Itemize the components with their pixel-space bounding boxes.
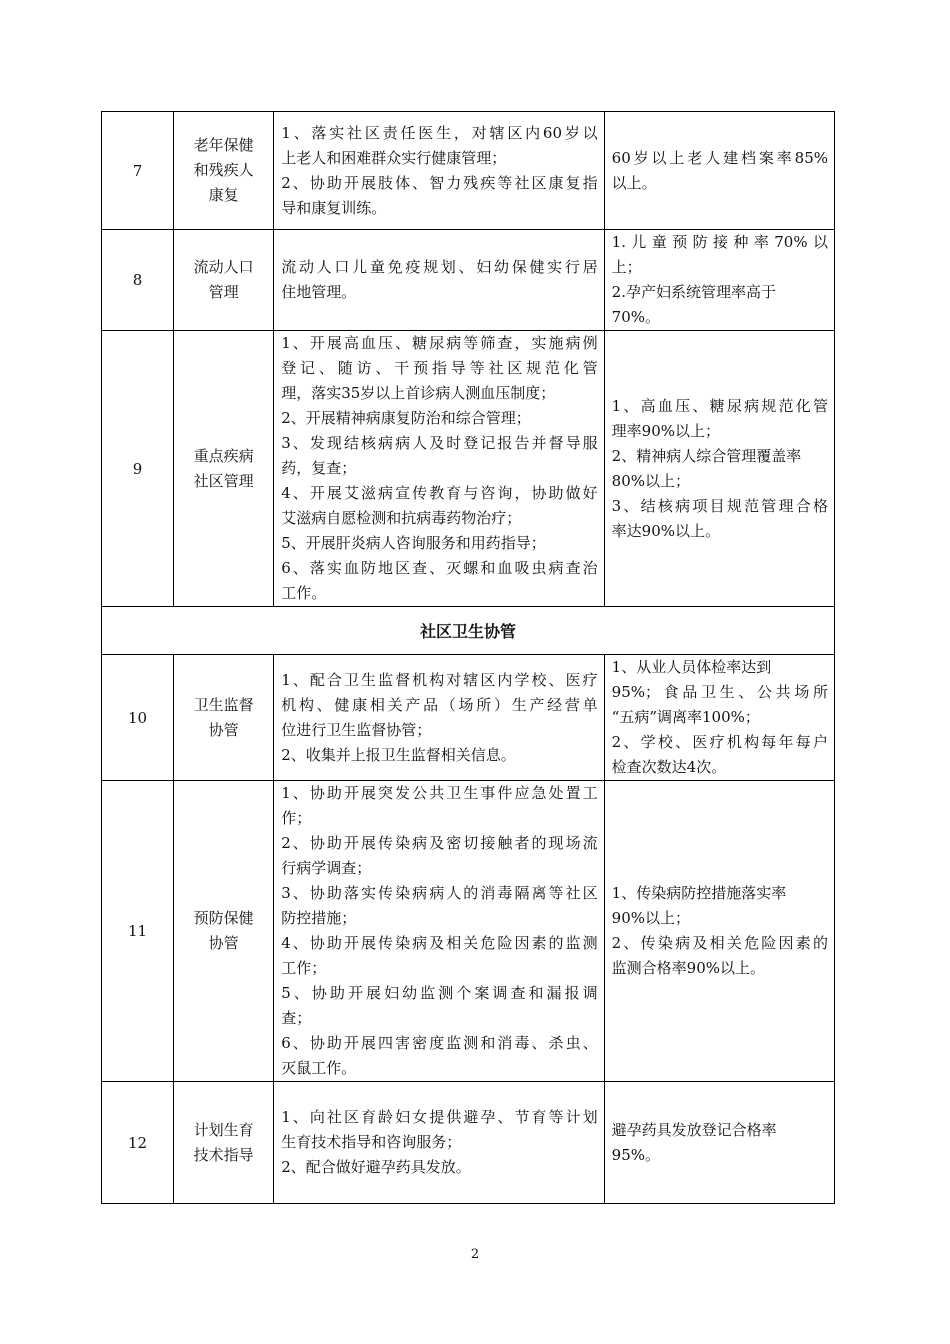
content-line: 灭鼠工作。 xyxy=(281,1059,357,1077)
table-row xyxy=(102,1082,835,1204)
item-name-line: 卫生监督 xyxy=(193,695,254,714)
content-line: 理，落实35岁以上首诊病人测血压制度； xyxy=(281,384,556,402)
target-line: 监测合格率90%以上。 xyxy=(611,959,765,977)
target-line: 1.儿童预防接种率70%以 xyxy=(611,233,828,251)
target-line: 90%以上； xyxy=(611,909,690,927)
item-name xyxy=(174,112,274,230)
item-name-line: 管理 xyxy=(208,283,239,301)
content-line: 上老人和困难群众实行健康管理； xyxy=(281,148,507,167)
content-line: 工作。 xyxy=(281,584,327,602)
target-line: 理率90%以上； xyxy=(611,421,720,440)
item-number: 9 xyxy=(102,331,174,607)
table-row xyxy=(102,331,835,607)
item-name xyxy=(174,781,274,1082)
content-line: 防控措施； xyxy=(281,909,357,927)
performance-target xyxy=(604,230,834,331)
item-name-line: 协管 xyxy=(208,720,239,739)
content-line: 2、协助开展肢体、智力残疾等社区康复指 xyxy=(281,173,598,192)
item-number: 7 xyxy=(102,112,174,230)
target-line: 60岁以上老人建档案率85% xyxy=(611,148,828,167)
content-line: 生育技术指导和咨询服务； xyxy=(281,1133,462,1151)
item-name xyxy=(174,230,274,331)
content-line: 位进行卫生监督协管； xyxy=(281,720,432,739)
item-number: 8 xyxy=(102,230,174,331)
section-title: 社区卫生协管 xyxy=(102,607,835,655)
table-row xyxy=(102,781,835,1082)
content-line: 作； xyxy=(281,809,312,827)
item-number: 10 xyxy=(102,655,174,781)
performance-target xyxy=(604,112,834,230)
content-line: 流动人口儿童免疫规划、妇幼保健实行居 xyxy=(281,258,598,276)
content-line: 药，复查； xyxy=(281,459,357,477)
content-line: 4、协助开展传染病及相关危险因素的监测 xyxy=(281,934,598,952)
content-line: 3、协助落实传染病病人的消毒隔离等社区 xyxy=(281,884,598,902)
content-line: 工作； xyxy=(281,959,327,977)
service-content xyxy=(274,781,604,1082)
performance-target xyxy=(604,655,834,781)
service-content xyxy=(274,1082,604,1204)
item-name xyxy=(174,1082,274,1204)
content-line: 6、落实血防地区查、灭螺和血吸虫病查治 xyxy=(281,559,598,577)
item-name-line: 流动人口 xyxy=(193,258,254,276)
target-line: 以上。 xyxy=(611,173,657,192)
service-content xyxy=(274,655,604,781)
content-line: 查； xyxy=(281,1009,312,1027)
target-line: 1、高血压、糖尿病规范化管 xyxy=(611,396,828,415)
target-line: 2、学校、医疗机构每年每户 xyxy=(611,733,828,751)
content-line: 4、开展艾滋病宣传教育与咨询，协助做好 xyxy=(281,484,598,502)
item-name-line: 协管 xyxy=(208,934,239,952)
service-content xyxy=(274,230,604,331)
section-row xyxy=(102,607,835,655)
item-number: 11 xyxy=(102,781,174,1082)
content-line: 1、向社区育龄妇女提供避孕、节育等计划 xyxy=(281,1108,598,1126)
content-line: 登记、随访、干预指导等社区规范化管 xyxy=(281,359,598,377)
target-line: 检查次数达4次。 xyxy=(611,758,727,776)
content-line: 住地管理。 xyxy=(281,283,357,301)
target-line: 率达90%以上。 xyxy=(611,521,720,540)
content-line: 艾滋病自愿检测和抗病毒药物治疗； xyxy=(281,509,522,527)
content-line: 2、协助开展传染病及密切接触者的现场流 xyxy=(281,834,598,852)
service-content xyxy=(274,112,604,230)
content-line: 5、开展肝炎病人咨询服务和用药指导； xyxy=(281,534,546,552)
content-line: 行病学调查； xyxy=(281,859,372,877)
table-row xyxy=(102,655,835,781)
target-line: 上； xyxy=(611,258,642,276)
item-number: 12 xyxy=(102,1082,174,1204)
item-name-line: 技术指导 xyxy=(193,1145,254,1164)
target-line: 2、传染病及相关危险因素的 xyxy=(611,934,828,952)
section-header xyxy=(102,607,835,655)
table-row xyxy=(102,112,835,230)
item-name-line: 重点疾病 xyxy=(193,446,254,465)
content-line: 2、配合做好避孕药具发放。 xyxy=(281,1158,471,1176)
target-line: 1、从业人员体检率达到 xyxy=(611,658,772,676)
performance-target xyxy=(604,331,834,607)
table-row xyxy=(102,230,835,331)
table-body-top xyxy=(102,112,835,607)
item-name-line: 老年保健 xyxy=(193,136,254,154)
target-line: 70%。 xyxy=(611,308,660,326)
item-name xyxy=(174,331,274,607)
performance-target xyxy=(604,781,834,1082)
item-name-line: 计划生育 xyxy=(193,1120,254,1139)
item-name-line: 康复 xyxy=(208,186,239,204)
content-line: 1、协助开展突发公共卫生事件应急处置工 xyxy=(281,784,598,802)
target-line: 2、精神病人综合管理覆盖率 xyxy=(611,446,802,465)
target-line: 95%；食品卫生、公共场所 xyxy=(611,683,828,701)
table-body-bottom xyxy=(102,655,835,1204)
target-line: 95%。 xyxy=(611,1145,660,1164)
content-line: 2、收集并上报卫生监督相关信息。 xyxy=(281,745,516,764)
content-line: 1、开展高血压、糖尿病等筛查，实施病例 xyxy=(281,334,598,352)
target-line: 避孕药具发放登记合格率 xyxy=(611,1120,777,1139)
item-name-line: 预防保健 xyxy=(193,909,254,927)
target-line: “五病”调离率100%； xyxy=(611,708,760,726)
item-name-line: 社区管理 xyxy=(193,471,254,490)
content-line: 1、落实社区责任医生，对辖区内60岁以 xyxy=(281,123,598,142)
content-line: 导和康复训练。 xyxy=(281,198,387,217)
content-line: 5、协助开展妇幼监测个案调查和漏报调 xyxy=(281,984,598,1002)
page-number: 2 xyxy=(470,1247,480,1262)
service-content xyxy=(274,331,604,607)
item-name xyxy=(174,655,274,781)
content-line: 机构、健康相关产品（场所）生产经营单 xyxy=(281,695,598,714)
content-line: 1、配合卫生监督机构对辖区内学校、医疗 xyxy=(281,670,598,689)
content-line: 6、协助开展四害密度监测和消毒、杀虫、 xyxy=(281,1034,598,1052)
target-line: 1、传染病防控措施落实率 xyxy=(611,884,787,902)
content-line: 2、开展精神病康复防治和综合管理； xyxy=(281,409,531,427)
target-line: 3、结核病项目规范管理合格 xyxy=(611,496,828,515)
target-line: 80%以上； xyxy=(611,471,690,490)
target-line: 2.孕产妇系统管理率高于 xyxy=(611,283,776,301)
service-table xyxy=(101,111,835,1204)
item-name-line: 和残疾人 xyxy=(193,161,254,179)
content-line: 3、发现结核病病人及时登记报告并督导服 xyxy=(281,434,598,452)
performance-target xyxy=(604,1082,834,1204)
